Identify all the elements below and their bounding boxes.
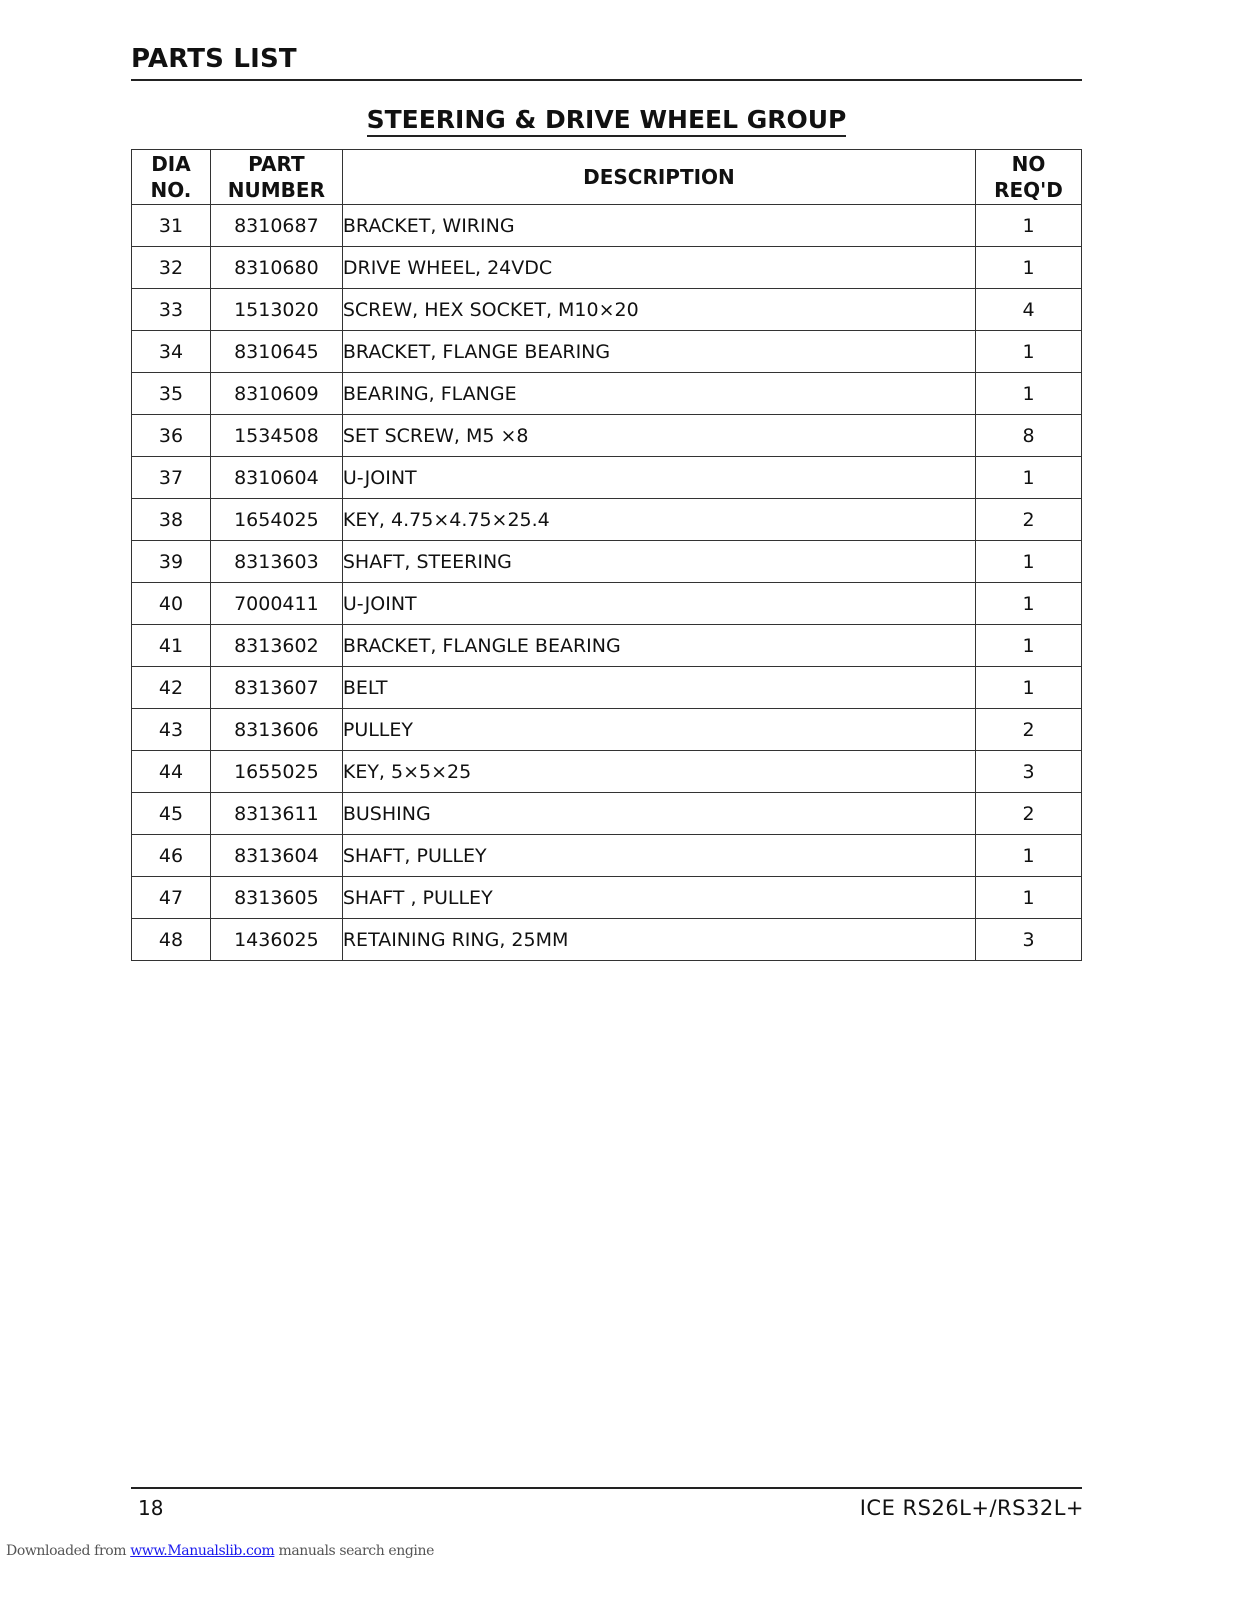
table-row: [132, 247, 1082, 289]
page-header-title: PARTS LIST: [131, 44, 297, 74]
cell-part-number: 8313605: [210, 877, 342, 919]
cell-description: BRACKET, FLANGE BEARING: [342, 331, 975, 373]
cell-dia-no: 42: [132, 667, 211, 709]
cell-qty-required: 1: [976, 247, 1082, 289]
cell-part-number: 8313611: [210, 793, 342, 835]
cell-description: U-JOINT: [342, 583, 975, 625]
column-header-qty-line1: NO: [1011, 152, 1046, 176]
cell-description: SHAFT , PULLEY: [342, 877, 975, 919]
download-suffix: manuals search engine: [274, 1543, 435, 1559]
table-row: [132, 919, 1082, 961]
section-title: [131, 105, 1082, 134]
table-row: [132, 415, 1082, 457]
cell-part-number: 8310645: [210, 331, 342, 373]
cell-qty-required: 1: [976, 541, 1082, 583]
table-row: [132, 751, 1082, 793]
table-row: [132, 289, 1082, 331]
column-header-description: DESCRIPTION: [342, 150, 975, 205]
table-row: [132, 667, 1082, 709]
cell-description: U-JOINT: [342, 457, 975, 499]
cell-dia-no: 38: [132, 499, 211, 541]
cell-dia-no: 48: [132, 919, 211, 961]
cell-description: BRACKET, WIRING: [342, 205, 975, 247]
cell-dia-no: 40: [132, 583, 211, 625]
table-row: [132, 625, 1082, 667]
cell-qty-required: 4: [976, 289, 1082, 331]
cell-description: SCREW, HEX SOCKET, M10×20: [342, 289, 975, 331]
download-notice: [6, 1543, 434, 1559]
cell-part-number: 8310687: [210, 205, 342, 247]
cell-qty-required: 1: [976, 877, 1082, 919]
column-header-qty-required: [976, 150, 1082, 205]
cell-qty-required: 1: [976, 373, 1082, 415]
cell-dia-no: 32: [132, 247, 211, 289]
model-name: ICE RS26L+/RS32L+: [859, 1496, 1084, 1520]
table-row: [132, 583, 1082, 625]
table-row: [132, 877, 1082, 919]
table-row: [132, 835, 1082, 877]
cell-part-number: 8313603: [210, 541, 342, 583]
page-number: 18: [138, 1496, 164, 1520]
cell-qty-required: 1: [976, 835, 1082, 877]
cell-qty-required: 1: [976, 457, 1082, 499]
cell-part-number: 8313604: [210, 835, 342, 877]
column-header-dia-line2: NO.: [150, 178, 192, 202]
cell-qty-required: 1: [976, 331, 1082, 373]
cell-part-number: 1654025: [210, 499, 342, 541]
table-row: [132, 793, 1082, 835]
cell-dia-no: 33: [132, 289, 211, 331]
cell-description: BEARING, FLANGE: [342, 373, 975, 415]
table-row: [132, 331, 1082, 373]
cell-qty-required: 2: [976, 793, 1082, 835]
table-row: [132, 205, 1082, 247]
parts-table: [131, 149, 1082, 961]
header-divider: [131, 79, 1082, 81]
cell-dia-no: 43: [132, 709, 211, 751]
cell-part-number: 8310609: [210, 373, 342, 415]
cell-part-number: 8313602: [210, 625, 342, 667]
cell-dia-no: 31: [132, 205, 211, 247]
cell-description: BUSHING: [342, 793, 975, 835]
cell-qty-required: 1: [976, 625, 1082, 667]
cell-part-number: 8310680: [210, 247, 342, 289]
table-row: [132, 541, 1082, 583]
column-header-dia-line1: DIA: [151, 152, 191, 176]
cell-description: PULLEY: [342, 709, 975, 751]
cell-qty-required: 1: [976, 583, 1082, 625]
cell-qty-required: 3: [976, 751, 1082, 793]
cell-part-number: 1513020: [210, 289, 342, 331]
cell-description: SHAFT, PULLEY: [342, 835, 975, 877]
cell-dia-no: 36: [132, 415, 211, 457]
cell-description: KEY, 4.75×4.75×25.4: [342, 499, 975, 541]
cell-description: RETAINING RING, 25MM: [342, 919, 975, 961]
cell-part-number: 8310604: [210, 457, 342, 499]
cell-part-number: 1655025: [210, 751, 342, 793]
table-row: [132, 709, 1082, 751]
cell-description: BRACKET, FLANGLE BEARING: [342, 625, 975, 667]
footer-divider: [131, 1487, 1082, 1489]
cell-description: KEY, 5×5×25: [342, 751, 975, 793]
table-row: [132, 373, 1082, 415]
cell-dia-no: 34: [132, 331, 211, 373]
cell-part-number: 1534508: [210, 415, 342, 457]
cell-part-number: 7000411: [210, 583, 342, 625]
cell-qty-required: 8: [976, 415, 1082, 457]
cell-qty-required: 3: [976, 919, 1082, 961]
table-header-row: [132, 150, 1082, 205]
column-header-dia-no: [132, 150, 211, 205]
cell-dia-no: 47: [132, 877, 211, 919]
column-header-part-number: [210, 150, 342, 205]
cell-dia-no: 46: [132, 835, 211, 877]
cell-dia-no: 35: [132, 373, 211, 415]
table-row: [132, 499, 1082, 541]
column-header-part-line2: NUMBER: [227, 178, 325, 202]
manualslib-link[interactable]: www.Manualslib.com: [130, 1543, 275, 1559]
parts-table-body: [132, 205, 1082, 961]
cell-qty-required: 1: [976, 205, 1082, 247]
cell-description: SET SCREW, M5 ×8: [342, 415, 975, 457]
cell-description: SHAFT, STEERING: [342, 541, 975, 583]
cell-qty-required: 2: [976, 499, 1082, 541]
cell-dia-no: 41: [132, 625, 211, 667]
cell-qty-required: 1: [976, 667, 1082, 709]
cell-dia-no: 44: [132, 751, 211, 793]
cell-description: DRIVE WHEEL, 24VDC: [342, 247, 975, 289]
cell-dia-no: 39: [132, 541, 211, 583]
cell-description: BELT: [342, 667, 975, 709]
column-header-qty-line2: REQ'D: [994, 178, 1063, 202]
cell-part-number: 1436025: [210, 919, 342, 961]
section-title-text: STEERING & DRIVE WHEEL GROUP: [367, 105, 847, 137]
column-header-part-line1: PART: [248, 152, 305, 176]
download-prefix: Downloaded from: [6, 1543, 131, 1559]
cell-qty-required: 2: [976, 709, 1082, 751]
table-row: [132, 457, 1082, 499]
cell-dia-no: 45: [132, 793, 211, 835]
cell-dia-no: 37: [132, 457, 211, 499]
cell-part-number: 8313607: [210, 667, 342, 709]
cell-part-number: 8313606: [210, 709, 342, 751]
